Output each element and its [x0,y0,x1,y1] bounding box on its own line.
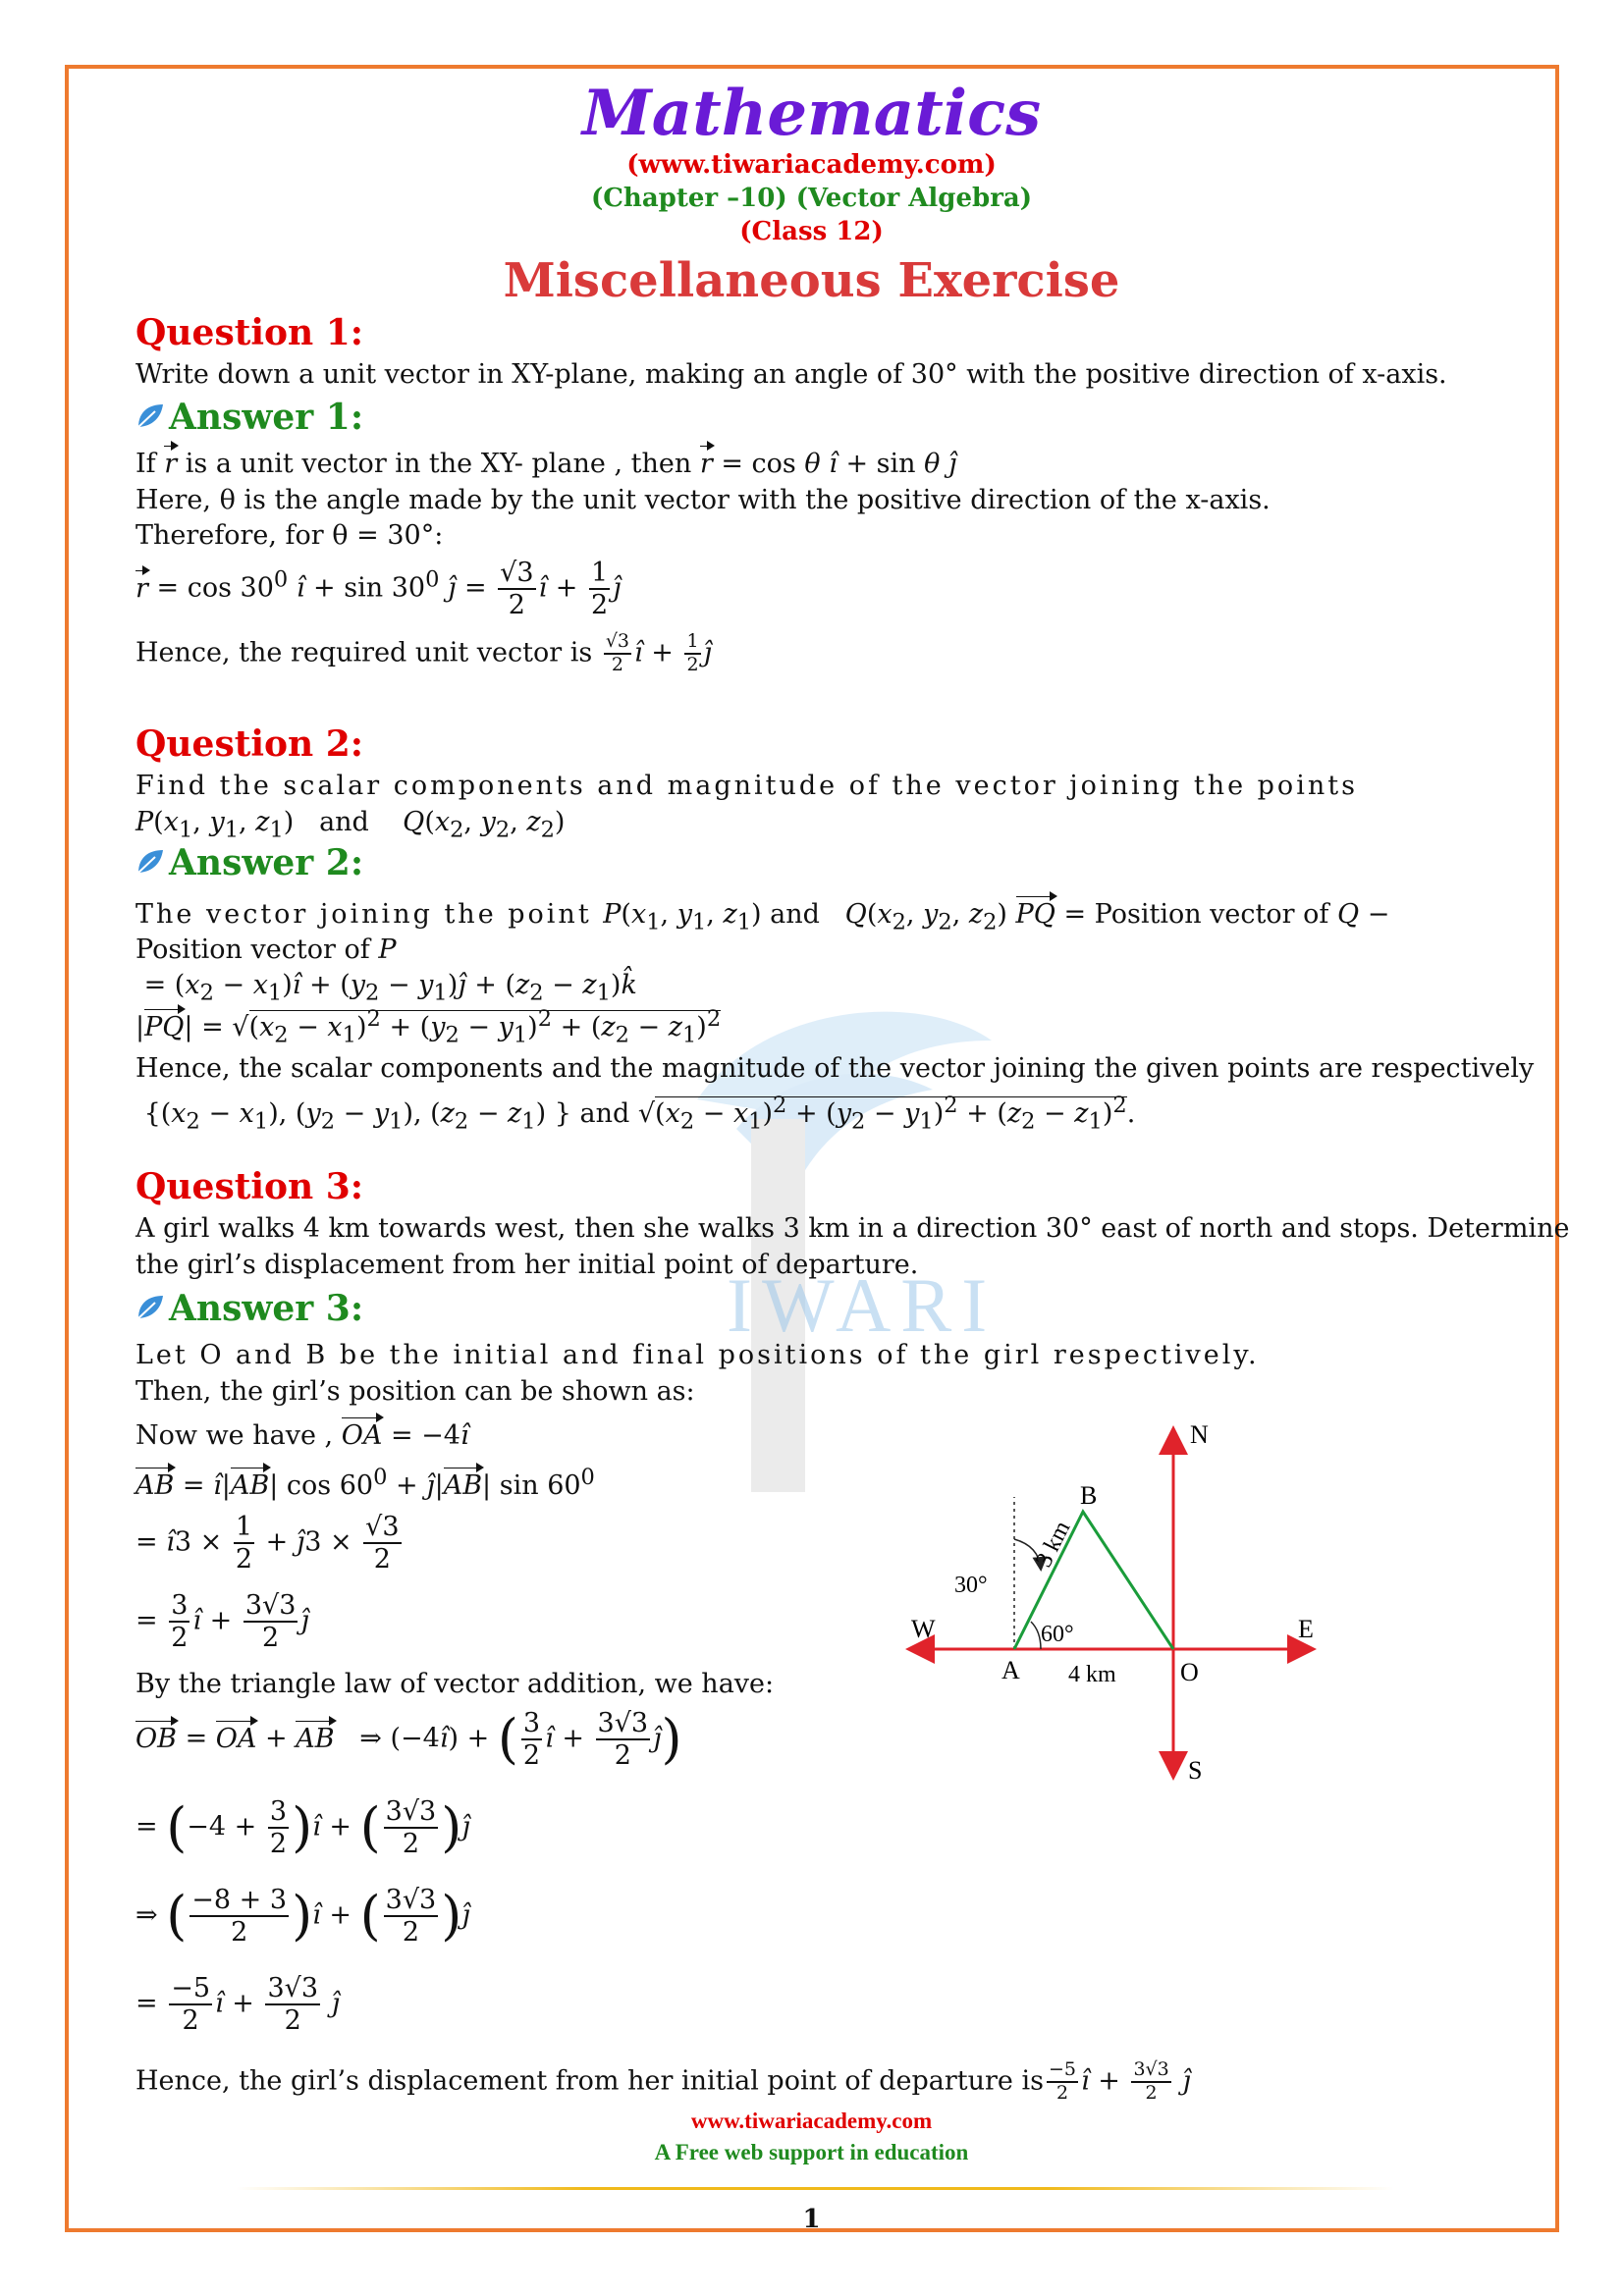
answer-3-conclusion: Hence, the girl’s displacement from her initial point of departure is $\frac{-5}{2}$ î + $\frac{3√3}{2}$ ĵ [135,2058,1191,2104]
footer-divider [236,2187,1394,2190]
question-3-text-line-2: the girl’s displacement from her initial point of departure. [135,1250,919,1280]
page-title: Mathematics [581,77,1042,150]
answer-1-line-3: Therefore, for θ = 30°: [135,520,444,551]
header-chapter: (Chapter –10) (Vector Algebra) [590,184,1033,213]
footer-tagline: A Free web support in education [654,2140,969,2164]
answer-2-line-2: Position vector of P [135,934,397,965]
answer-3-ab: AB = î|AB| $\cos 60^0$ + ĵ|AB| $\sin 60^0$ [135,1465,595,1501]
path-a-b-o [1014,1512,1173,1649]
label-o: O [1180,1658,1199,1686]
label-angle-60: 60° [1041,1622,1074,1647]
watermark-text: IWARI [727,1262,998,1348]
answer-1-line-1: If r is a unit vector in the XY- plane , then r = cos θ î + sin θ ĵ [135,449,957,479]
label-west: W [911,1615,936,1643]
question-2-label: Question 2: [135,723,364,765]
leaf-icon [135,401,165,431]
answer-1-label: Answer 1: [135,397,363,438]
question-3-label: Question 3: [135,1166,364,1207]
question-1-label: Question 1: [135,312,364,353]
answer-2-magnitude: $|PQ| = √(x_2 - x_1)^2 + (y_2 - y_1)^2 + (z_2 - z_1)^2$ [135,1006,722,1048]
answer-3-triangle-law: By the triangle law of vector addition, we have: [135,1669,775,1699]
label-south: S [1188,1756,1203,1785]
question-2-text: Find the scalar components and magnitude of the vector joining the points [135,771,1358,801]
angle-60-arc [1031,1622,1041,1649]
answer-3-label: Answer 3: [135,1288,363,1329]
label-north: N [1190,1420,1209,1449]
answer-3-line-2: Then, the girl’s position can be shown as: [135,1376,695,1407]
label-a: A [1001,1656,1020,1684]
answer-1-line-2: Here, θ is the angle made by the unit vector with the positive direction of the x-axis. [135,485,1271,515]
question-1-text: Write down a unit vector in XY-plane, making an angle of 30° with the positive direction of x-axis. [135,359,1447,390]
answer-2-conclusion: Hence, the scalar components and the magnitude of the vector joining the given points are respectively [135,1053,1535,1084]
answer-1-conclusion: Hence, the required unit vector is $\frac{√3}{2}$ î + $\frac{1}{2}$ ĵ [135,630,712,675]
answer-3-ob-step-1: = (−4 + $\frac{3}{2}$ )î + ( $\frac{3√3}{2}$ )ĵ [135,1796,470,1860]
leaf-icon [135,1293,165,1322]
label-angle-30: 30° [954,1573,988,1598]
answer-1-equation: $r = \cos 30^0$ î + $\sin 30^0$ ĵ = $\frac{√3}{2}$ î + $\frac{1}{2}$ ĵ [135,558,622,621]
header-class: (Class 12) [739,217,884,246]
question-2-points: $P(x_1$, $y_1$, $z_1$) and $Q(x_2$, $y_2$, $z_2$) [135,807,566,843]
label-dist-ab: 3 km [1031,1517,1076,1572]
answer-2-line-1: The vector joining the point $P(x_1$, $y_1$, $z_1$) and $Q(x_2$, $y_2$, $z_2$) PQ = Position vector of Q − [135,899,1390,935]
answer-3-ob: OB = OA + AB ⇒ (−4î) + ( $\frac{3}{2}$ î + $\frac{3√3}{2}$ ĵ) [135,1708,682,1772]
answer-3-ob-step-3: = $\frac{-5}{2}$ î + $\frac{3√3}{2}$ ĵ [135,1973,340,2037]
direction-diagram [893,1414,1325,1787]
label-b: B [1080,1481,1098,1510]
answer-3-line-1: Let O and B be the initial and final positions of the girl respectively. [135,1340,1260,1370]
section-title: Miscellaneous Exercise [503,253,1120,308]
answer-3-ab-step-1: = î3 × $\frac{1}{2}$ + ĵ3 × $\frac{√3}{2}$ [135,1512,400,1575]
label-east: E [1298,1615,1314,1643]
footer-website: www.tiwariacademy.com [690,2109,933,2133]
answer-3-oa: Now we have , OA = −4î [135,1420,469,1451]
question-3-text-line-1: A girl walks 4 km towards west, then she walks 3 km in a direction 30° east of north and stops. Determine [135,1213,1570,1244]
header-website: (www.tiwariacademy.com) [626,150,997,180]
label-dist-ao: 4 km [1068,1662,1116,1687]
answer-2-label: Answer 2: [135,842,363,883]
answer-3-ab-step-2: = $\frac{3}{2}$ î + $\frac{3√3}{2}$ ĵ [135,1590,309,1654]
answer-3-ob-step-2: ⇒ ( $\frac{-8 + 3}{2}$ )î + ( $\frac{3√3}{2}$ )ĵ [135,1885,470,1949]
page-number: 1 [802,2205,821,2234]
answer-2-components: = ($x_2$ − $x_1)î + (y_2$ − $y_1)ĵ + (z_2$ − $z_1)k̂$ [135,970,637,1006]
leaf-icon [135,847,165,877]
answer-2-result: {$(x_2 - x_1)$, $(y_2 - y_1)$, $(z_2 - z_1)$ } and $√(x_2 - x_1)^2 + (y_2 - y_1)^2 + (z_2 - z_1)^2$. [135,1093,1136,1135]
